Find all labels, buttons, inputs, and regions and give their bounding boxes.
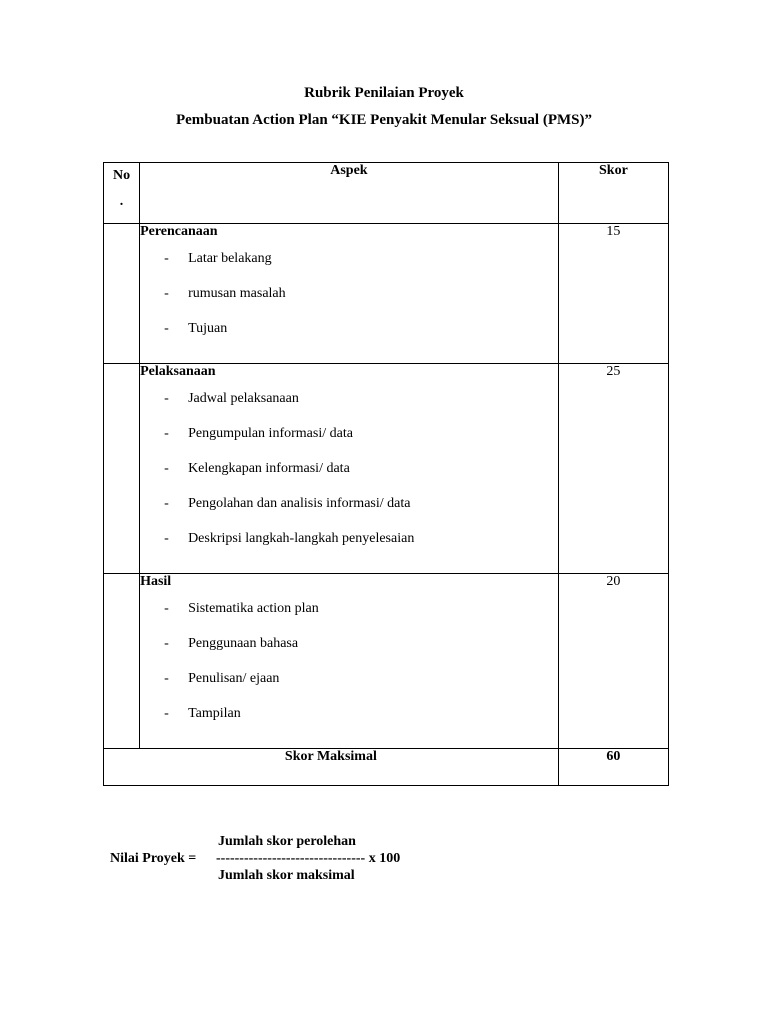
list-item xyxy=(140,426,558,461)
bullet-dash: - xyxy=(164,251,169,266)
item-label: Latar belakang xyxy=(188,251,272,266)
score-cell: 15 xyxy=(558,224,668,364)
list-item xyxy=(140,286,558,321)
total-label: Skor Maksimal xyxy=(104,749,559,786)
bullet-dash: - xyxy=(164,706,169,721)
formula-label: Nilai Proyek = xyxy=(110,851,197,866)
section-title: Perencanaan xyxy=(140,224,218,239)
formula-denominator: Jumlah skor maksimal xyxy=(218,868,355,883)
total-value: 60 xyxy=(558,749,668,786)
bullet-dash: - xyxy=(164,671,169,686)
bullet-dash: - xyxy=(164,321,169,336)
item-label: Pengolahan dan analisis informasi/ data xyxy=(188,496,411,511)
item-label: Kelengkapan informasi/ data xyxy=(188,461,350,476)
item-label: Tujuan xyxy=(188,321,228,336)
score-cell: 25 xyxy=(558,364,668,574)
document-title: Rubrik Penilaian Proyek xyxy=(304,85,464,101)
row-number-cell xyxy=(104,224,140,364)
header-no xyxy=(104,163,140,224)
row-number-cell xyxy=(104,364,140,574)
rubric-table xyxy=(103,162,669,786)
list-item xyxy=(140,461,558,496)
list-item xyxy=(140,496,558,531)
item-label: Penulisan/ ejaan xyxy=(188,671,280,686)
header-no-line2: . xyxy=(119,194,124,209)
total-row xyxy=(104,749,669,786)
item-label: rumusan masalah xyxy=(188,286,286,301)
item-label: Jadwal pelaksanaan xyxy=(188,391,299,406)
table-row xyxy=(104,224,669,364)
document-subtitle: Pembuatan Action Plan “KIE Penyakit Menular Seksual (PMS)” xyxy=(175,112,592,128)
score-cell: 20 xyxy=(558,574,668,749)
bullet-dash: - xyxy=(164,426,169,441)
table-header-row xyxy=(104,163,669,224)
formula-numerator: Jumlah skor perolehan xyxy=(218,834,356,849)
item-label: Deskripsi langkah-langkah penyelesaian xyxy=(188,531,415,546)
table-row xyxy=(104,574,669,749)
formula-fraction-line: -------------------------------- x 100 xyxy=(216,851,401,866)
section-title: Hasil xyxy=(140,574,172,589)
list-item xyxy=(140,391,558,426)
list-item xyxy=(140,706,558,741)
list-item xyxy=(140,321,558,356)
bullet-dash: - xyxy=(164,496,169,511)
list-item xyxy=(140,671,558,706)
item-label: Penggunaan bahasa xyxy=(188,636,299,651)
aspect-cell xyxy=(140,574,559,749)
bullet-dash: - xyxy=(164,286,169,301)
bullet-dash: - xyxy=(164,636,169,651)
list-item xyxy=(140,531,558,566)
aspect-cell xyxy=(140,224,559,364)
item-label: Pengumpulan informasi/ data xyxy=(188,426,353,441)
section-title: Pelaksanaan xyxy=(140,364,216,379)
header-aspek: Aspek xyxy=(140,163,559,224)
bullet-dash: - xyxy=(164,461,169,476)
header-skor: Skor xyxy=(558,163,668,224)
bullet-dash: - xyxy=(164,391,169,406)
aspect-cell xyxy=(140,364,559,574)
list-item xyxy=(140,251,558,286)
bullet-dash: - xyxy=(164,531,169,546)
item-label: Sistematika action plan xyxy=(188,601,319,616)
header-no-line1: No xyxy=(112,168,131,183)
item-label: Tampilan xyxy=(188,706,241,721)
bullet-dash: - xyxy=(164,601,169,616)
table-row xyxy=(104,364,669,574)
list-item xyxy=(140,601,558,636)
list-item xyxy=(140,636,558,671)
row-number-cell xyxy=(104,574,140,749)
